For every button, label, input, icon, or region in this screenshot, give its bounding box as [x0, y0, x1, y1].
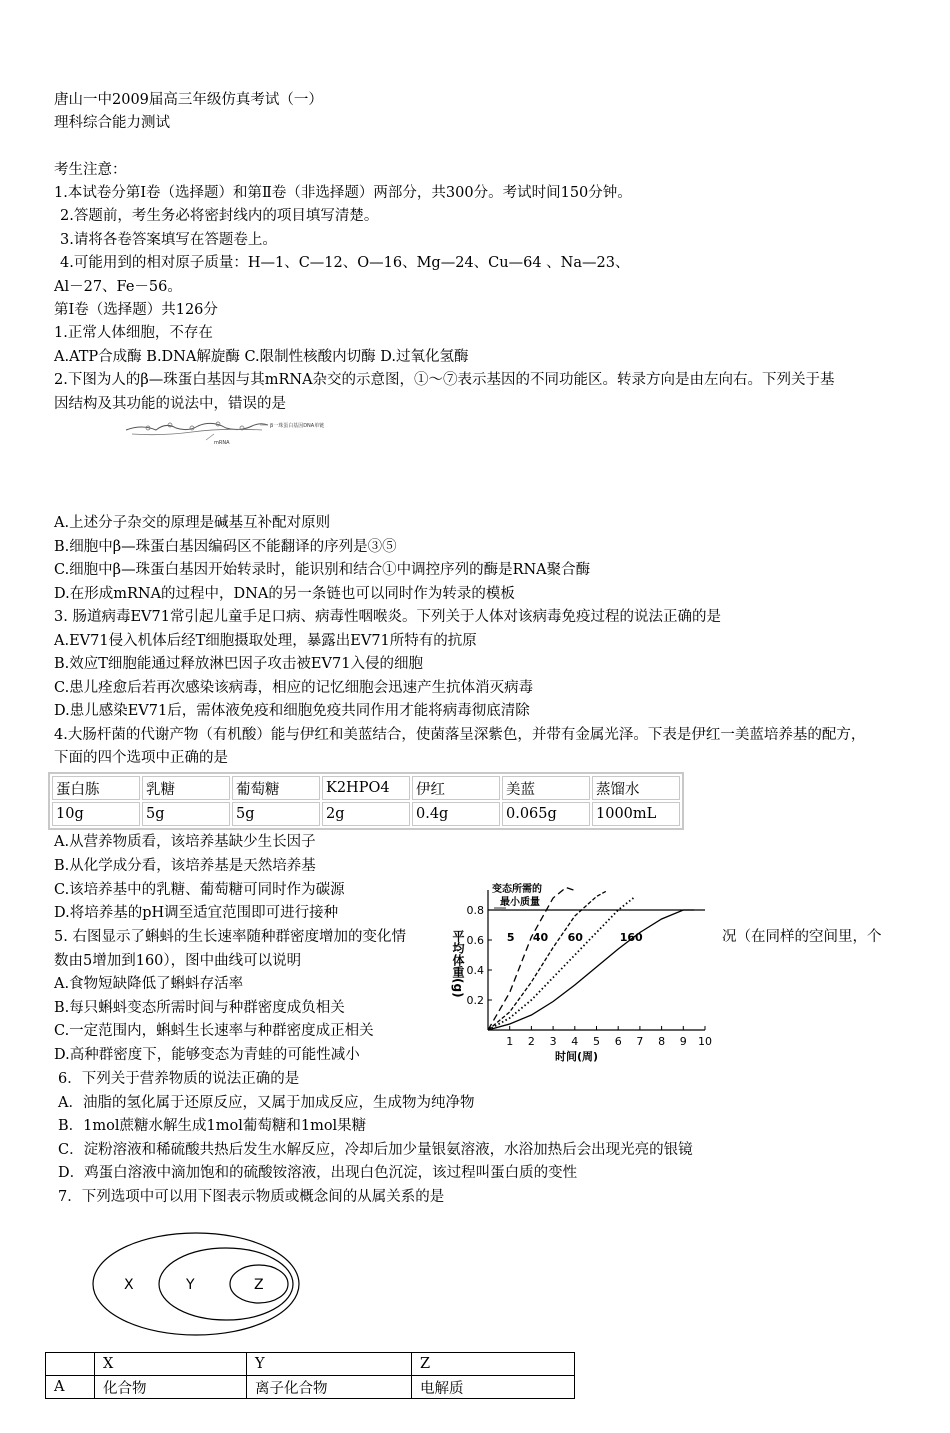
q3-option: D.患儿感染EV71后，需体液免疫和细胞免疫共同作用才能将病毒彻底清除 — [54, 703, 530, 719]
middle-ellipse — [159, 1248, 293, 1320]
hybrid-figure — [122, 416, 325, 448]
threshold-label: 变态所需的 — [492, 884, 542, 895]
q3-option: B.效应T细胞能通过释放淋巴因子攻击被EV71入侵的细胞 — [54, 656, 423, 672]
q3-stem: 3. 肠道病毒EV71常引起儿童手足口病、病毒性咽喉炎。下列关于人体对该病毒免疫过程的说法正确的是 — [54, 609, 721, 625]
table-header-cell: 伊红 — [412, 776, 500, 800]
series-label: 40 — [532, 931, 549, 944]
q4-option: A.从营养物质看，该培养基缺少生长因子 — [54, 834, 316, 850]
x-tick-label: 3 — [549, 1035, 557, 1048]
exam-title: 唐山一中2009届高三年级仿真考试（一） — [54, 92, 323, 108]
x-tick-label: 9 — [679, 1035, 687, 1048]
table-row — [46, 1376, 575, 1399]
q3-option: C.患儿痊愈后若再次感染该病毒，相应的记忆细胞会迅速产生抗体消灭病毒 — [54, 680, 534, 696]
recipe-table — [48, 772, 684, 830]
x-tick-label: 5 — [593, 1035, 600, 1048]
table-cell: 5g — [232, 802, 320, 826]
venn-label-x: X — [124, 1277, 134, 1293]
table-row — [52, 776, 680, 800]
exam-subtitle: 理科综合能力测试 — [54, 115, 170, 131]
table-cell: 0.065g — [502, 802, 590, 826]
notice-item: 4.可能用到的相对原子质量：H—1、C—12、O—16、Mg—24、Cu—64 、Na—23、 — [60, 255, 630, 271]
q5-stem: 数由5增加到160），图中曲线可以说明 — [54, 953, 302, 969]
table-header-cell: K2HPO4 — [322, 776, 410, 800]
q2-stem: 因结构及其功能的说法中，错误的是 — [54, 396, 286, 412]
x-axis-title: 时间(周) — [554, 1050, 599, 1063]
x-tick-label: 10 — [698, 1035, 712, 1048]
table-header-cell — [46, 1353, 95, 1376]
table-cell: 10g — [52, 802, 140, 826]
x-tick-label: 1 — [506, 1035, 514, 1048]
q1-options: A.ATP合成酶 B.DNA解旋酶 C.限制性核酸内切酶 D.过氧化氢酶 — [54, 349, 469, 365]
series-label: 60 — [567, 931, 583, 944]
table-header-cell: 葡萄糖 — [232, 776, 320, 800]
q2-stem: 2.下图为人的β—珠蛋白基因与其mRNA杂交的示意图，①～⑦表示基因的不同功能区。转录方向是由左向右。下列关于基 — [54, 372, 835, 388]
answer-table — [45, 1352, 575, 1399]
q6-option: A．油脂的氢化属于还原反应，又属于加成反应，生成物为纯净物 — [58, 1095, 475, 1111]
q2-option: A.上述分子杂交的原理是碱基互补配对原则 — [54, 515, 331, 531]
section-heading: 第Ⅰ卷（选择题）共126分 — [54, 302, 218, 318]
x-tick-label: 6 — [614, 1035, 622, 1048]
q1-stem: 1.正常人体细胞，不存在 — [54, 325, 213, 341]
x-tick-label: 4 — [571, 1035, 579, 1048]
q4-option: D.将培养基的pH调至适宜范围即可进行接种 — [54, 905, 339, 921]
venn-label-z: Z — [254, 1277, 264, 1293]
table-cell: 5g — [142, 802, 230, 826]
series-line-5 — [488, 888, 575, 1031]
table-header-cell: 蒸馏水 — [592, 776, 680, 800]
table-header-cell: Z — [412, 1353, 575, 1376]
q5-option: C.一定范围内，蝌蚪生长速率与种群密度成正相关 — [54, 1023, 374, 1039]
y-axis-title: 平均体重(g) — [451, 930, 465, 998]
q5-option: D.高种群密度下，能够变态为青蛙的可能性减小 — [54, 1047, 360, 1063]
table-header-cell: Y — [247, 1353, 412, 1376]
x-tick-label: 2 — [527, 1035, 535, 1048]
mrna-label: mRNA — [214, 440, 230, 446]
notice-item: 2.答题前，考生务必将密封线内的项目填写清楚。 — [60, 208, 379, 224]
y-tick-label: 0.4 — [466, 964, 484, 977]
y-tick-label: 0.2 — [466, 994, 484, 1007]
q6-option: B．1mol蔗糖水解生成1mol葡萄糖和1mol果糖 — [58, 1118, 367, 1134]
x-tick-label: 8 — [658, 1035, 666, 1048]
table-cell: 2g — [322, 802, 410, 826]
y-tick-label: 0.8 — [466, 904, 484, 917]
q2-option: C.细胞中β—珠蛋白基因开始转录时，能识别和结合①中调控序列的酶是RNA聚合酶 — [54, 562, 591, 578]
table-header-cell: 美蓝 — [502, 776, 590, 800]
y-tick-label: 0.6 — [466, 934, 484, 947]
venn-label-y: Y — [186, 1277, 195, 1293]
series-label: 160 — [619, 931, 643, 944]
table-row — [52, 802, 680, 826]
table-row — [46, 1353, 575, 1376]
q5-option: B.每只蝌蚪变态所需时间与种群密度成负相关 — [54, 1000, 345, 1016]
q5-stem: 况（在同样的空间里，个 — [722, 929, 882, 945]
table-header-cell: 乳糖 — [142, 776, 230, 800]
threshold-label: 最小质量 — [500, 897, 540, 908]
q6-stem: 6．下列关于营养物质的说法正确的是 — [58, 1071, 300, 1087]
q6-option: D．鸡蛋白溶液中滴加饱和的硫酸铵溶液，出现白色沉淀，该过程叫蛋白质的变性 — [58, 1165, 578, 1181]
x-tick-label: 7 — [636, 1035, 644, 1048]
table-cell: 化合物 — [95, 1376, 247, 1399]
q4-stem: 下面的四个选项中正确的是 — [54, 750, 228, 766]
q5-stem: 5. 右图显示了蝌蚪的生长速率随种群密度增加的变化情 — [54, 929, 406, 945]
table-cell: A — [46, 1376, 95, 1399]
table-cell: 离子化合物 — [247, 1376, 412, 1399]
series-line-40 — [488, 891, 607, 1031]
gene-label: β一珠蛋白基因DNA单链 — [270, 423, 325, 429]
series-label: 5 — [506, 931, 515, 944]
q5-option: A.食物短缺降低了蝌蚪存活率 — [54, 976, 244, 992]
tadpole-growth-chart — [440, 875, 720, 1075]
q2-option: D.在形成mRNA的过程中，DNA的另一条链也可以同时作为转录的模板 — [54, 586, 515, 602]
notice-item: Al－27、Fe－56。 — [54, 279, 182, 295]
series-line-60 — [488, 898, 633, 1030]
notice-heading: 考生注意： — [54, 162, 127, 178]
q2-option: B.细胞中β—珠蛋白基因编码区不能翻译的序列是③⑤ — [54, 539, 397, 555]
q4-option: C.该培养基中的乳糖、葡萄糖可同时作为碳源 — [54, 882, 345, 898]
table-header-cell: X — [95, 1353, 247, 1376]
q4-option: B.从化学成分看，该培养基是天然培养基 — [54, 858, 316, 874]
notice-item: 1.本试卷分第Ⅰ卷（选择题）和第Ⅱ卷（非选择题）两部分，共300分。考试时间150分钟。 — [54, 185, 632, 201]
table-cell: 0.4g — [412, 802, 500, 826]
table-cell: 电解质 — [412, 1376, 575, 1399]
q7-stem: 7．下列选项中可以用下图表示物质或概念间的从属关系的是 — [58, 1189, 445, 1205]
table-header-cell: 蛋白胨 — [52, 776, 140, 800]
q3-option: A.EV71侵入机体后经T细胞摄取处理，暴露出EV71所特有的抗原 — [54, 633, 477, 649]
notice-item: 3.请将各卷答案填写在答题卷上。 — [60, 232, 277, 248]
venn-diagram — [88, 1228, 318, 1338]
q4-stem: 4.大肠杆菌的代谢产物（有机酸）能与伊红和美蓝结合，使菌落呈深紫色，并带有金属光泽。下表是伊红一美蓝培养基的配方， — [54, 727, 866, 743]
q6-option: C．淀粉溶液和稀硫酸共热后发生水解反应，冷却后加少量银氨溶液，水浴加热后会出现光亮的银镜 — [58, 1142, 693, 1158]
table-cell: 1000mL — [592, 802, 680, 826]
